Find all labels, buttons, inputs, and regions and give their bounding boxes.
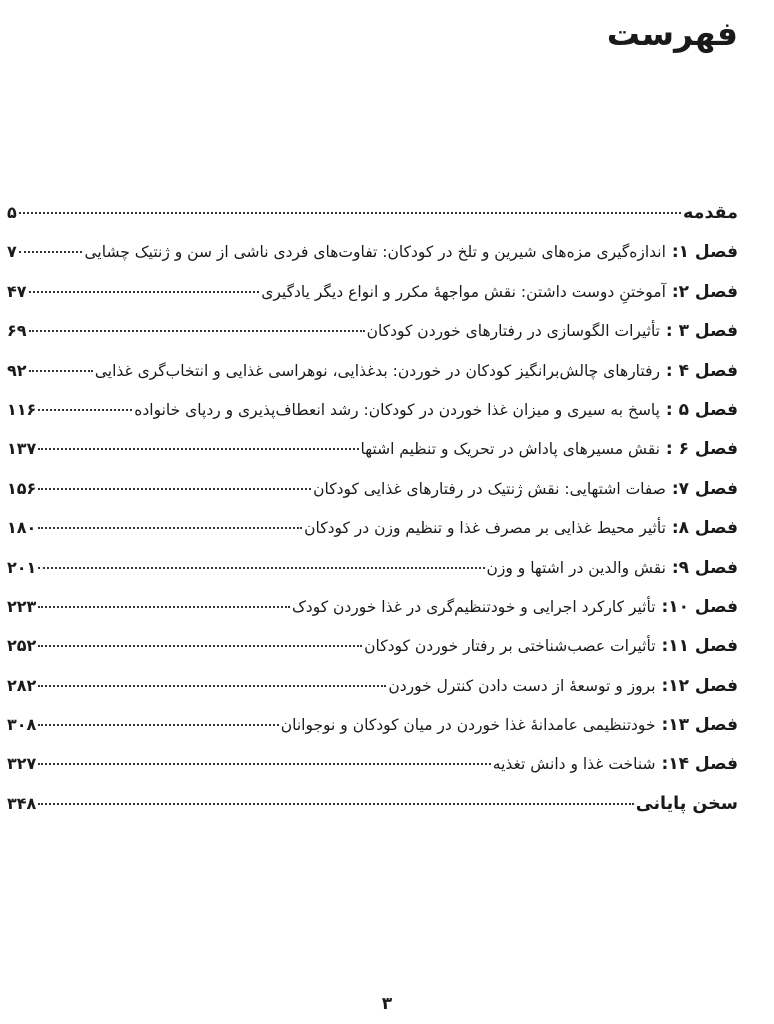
chapter-separator: : xyxy=(665,242,679,263)
toc-page-number: ۳۴۸ xyxy=(7,793,37,813)
chapter-number: فصل ۴ xyxy=(678,360,738,381)
toc-page-number: ۱۳۷ xyxy=(7,439,37,459)
toc-page-number: ۲۸۲ xyxy=(7,675,37,695)
chapter-number: فصل ۸ xyxy=(678,518,738,539)
toc-entry-chapter-10[interactable] xyxy=(7,587,738,626)
chapter-number: فصل ۱۳ xyxy=(668,715,738,736)
dot-leader xyxy=(38,724,278,726)
chapter-separator: : xyxy=(665,518,679,539)
toc-entry-chapter-12[interactable] xyxy=(7,666,738,705)
chapter-number: فصل ۵ xyxy=(678,399,738,420)
toc-entry-title: خودتنظیمی عامدانهٔ غذا خوردن در میان کودکان و نوجوانان xyxy=(280,716,656,735)
dot-leader xyxy=(29,291,260,293)
toc-entry-chapter-3[interactable] xyxy=(7,311,738,350)
chapter-number: فصل ۲ xyxy=(678,281,738,302)
chapter-number: فصل ۶ xyxy=(678,439,738,460)
chapter-separator: : xyxy=(665,478,679,499)
dot-leader xyxy=(38,606,290,608)
chapter-separator: : xyxy=(659,321,679,342)
dot-leader xyxy=(38,409,132,411)
dot-leader xyxy=(38,803,633,805)
chapter-number: فصل ۷ xyxy=(678,478,738,499)
chapter-number: فصل ۳ xyxy=(678,321,738,342)
toc-entry-title: اندازه‌گیری مزه‌های شیرین و تلخ در کودکان: تفاوت‌های فردی ناشی از سن و ژنتیک چشایی xyxy=(84,243,666,262)
chapter-number: فصل ۹ xyxy=(678,557,738,578)
chapter-number: فصل ۱۱ xyxy=(668,636,738,657)
dot-leader xyxy=(29,330,365,332)
toc-entry-title: بروز و توسعهٔ از دست دادن کنترل خوردن xyxy=(388,676,656,695)
toc-entry-chapter-11[interactable] xyxy=(7,626,738,665)
toc-entry-chapter-13[interactable] xyxy=(7,705,738,744)
dot-leader xyxy=(29,370,93,372)
dot-leader xyxy=(38,527,302,529)
toc-entry-title: تأثیر محیط غذایی بر مصرف غذا و تنظیم وزن در کودکان xyxy=(304,519,666,538)
chapter-separator: : xyxy=(655,636,669,657)
dot-leader xyxy=(38,488,311,490)
toc-page-number: ۷ xyxy=(7,242,17,262)
toc-entry-title: سخن پایانی xyxy=(635,793,738,814)
chapter-separator: : xyxy=(655,715,669,736)
toc-page-number: ۵ xyxy=(7,203,17,222)
toc-page-number: ۹۲ xyxy=(7,360,27,380)
chapter-separator: : xyxy=(655,596,669,617)
toc-page-number: ۶۹ xyxy=(7,321,27,341)
chapter-number: فصل ۱ xyxy=(678,242,738,263)
chapter-separator: : xyxy=(665,557,679,578)
chapter-separator: : xyxy=(659,439,679,460)
toc-entry-title: نقش مسیرهای پاداش در تحریک و تنظیم اشتها xyxy=(360,440,660,459)
toc-page-number: ۲۵۲ xyxy=(7,636,37,656)
toc-entry-title: صفات اشتهایی: نقش ژنتیک در رفتارهای غذایی کودکان xyxy=(313,479,666,498)
chapter-separator: : xyxy=(665,281,679,302)
toc-entry-title: مقدمه xyxy=(683,203,738,223)
chapter-number: فصل ۱۲ xyxy=(668,675,738,696)
toc-entry-title: نقش والدین در اشتها و وزن xyxy=(486,558,666,577)
toc-page-number: ۱۸۰ xyxy=(7,518,37,538)
dot-leader xyxy=(19,212,681,214)
toc-entry-chapter-4[interactable] xyxy=(7,351,738,390)
toc-entry-introduction[interactable] xyxy=(7,193,738,232)
toc-page-number: ۳۲۷ xyxy=(7,754,37,774)
toc-page-number: ۴۷ xyxy=(7,281,27,301)
toc-entry-title: شناخت غذا و دانش تغذیه xyxy=(492,755,656,774)
toc-entry-chapter-8[interactable] xyxy=(7,508,738,547)
chapter-separator: : xyxy=(659,360,679,381)
toc-entry-chapter-2[interactable] xyxy=(7,272,738,311)
dot-leader xyxy=(38,448,358,450)
toc-entry-title: رفتارهای چالش‌برانگیز کودکان در خوردن: بدغذایی، نوهراسی غذایی و انتخاب‌گری غذایی xyxy=(94,361,660,380)
dot-leader xyxy=(38,645,362,647)
chapter-separator: : xyxy=(655,675,669,696)
dot-leader xyxy=(38,763,490,765)
chapter-number: فصل ۱۰ xyxy=(668,596,738,617)
toc-entry-chapter-7[interactable] xyxy=(7,469,738,508)
table-of-contents xyxy=(7,193,738,823)
toc-entry-epilogue[interactable] xyxy=(7,784,738,823)
toc-entry-title: تأثیرات عصب‌شناختی بر رفتار خوردن کودکان xyxy=(364,637,656,656)
toc-entry-title: آموختنِ دوست داشتن: نقش مواجههٔ مکرر و انواع دیگر یادگیری xyxy=(261,282,666,301)
dot-leader xyxy=(38,685,386,687)
toc-page-number: ۳۰۸ xyxy=(7,715,37,735)
dot-leader xyxy=(19,251,83,253)
toc-entry-title: تأثیر کارکرد اجرایی و خودتنظیم‌گری در غذا خوردن کودک xyxy=(291,597,656,616)
toc-page-number: ۲۰۱ xyxy=(7,557,37,577)
toc-entry-chapter-1[interactable] xyxy=(7,232,738,271)
toc-page-number: ۱۱۶ xyxy=(7,399,37,419)
toc-entry-chapter-6[interactable] xyxy=(7,429,738,468)
chapter-separator: : xyxy=(659,399,679,420)
page-number: ۳ xyxy=(381,994,393,1014)
chapter-separator: : xyxy=(655,754,669,775)
toc-entry-chapter-14[interactable] xyxy=(7,744,738,783)
toc-entry-title: تأثیرات الگوسازی در رفتارهای خوردن کودکان xyxy=(366,322,660,341)
toc-page-number: ۲۲۳ xyxy=(7,596,37,616)
toc-entry-title: پاسخ به سیری و میزان غذا خوردن در کودکان: رشد انعطاف‌پذیری و ردپای خانواده xyxy=(134,400,660,419)
toc-entry-chapter-9[interactable] xyxy=(7,548,738,587)
dot-leader xyxy=(38,567,484,569)
chapter-number: فصل ۱۴ xyxy=(668,754,738,775)
page-title: فهرست xyxy=(606,14,738,53)
toc-page-number: ۱۵۶ xyxy=(7,478,37,498)
toc-entry-chapter-5[interactable] xyxy=(7,390,738,429)
